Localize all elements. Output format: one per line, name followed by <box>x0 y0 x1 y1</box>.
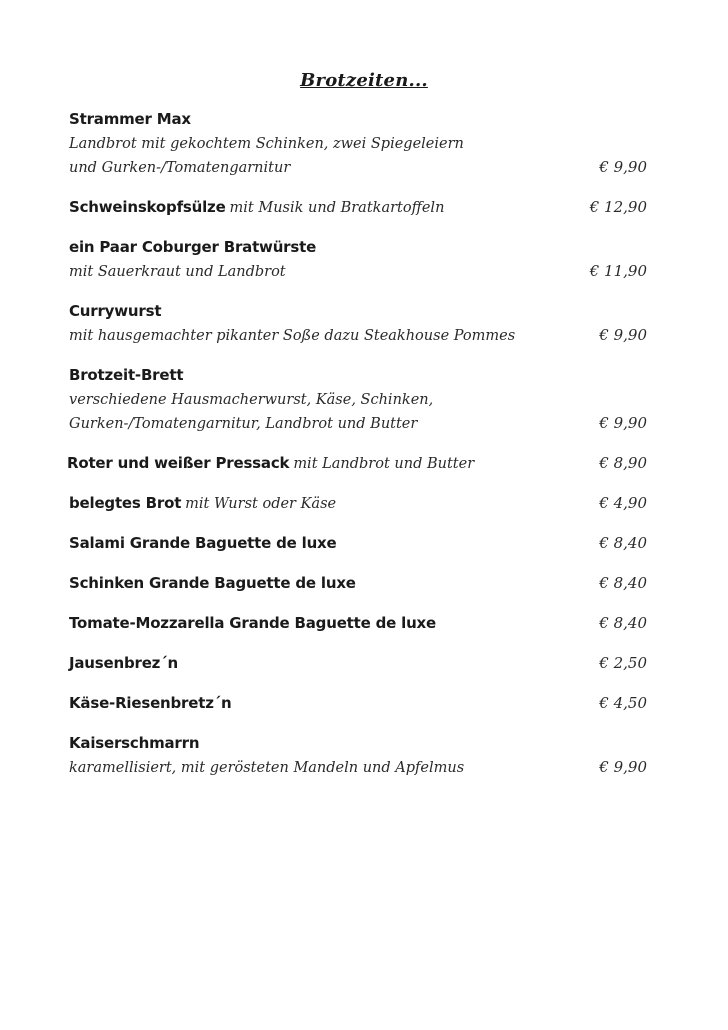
item-name: Salami Grande Baguette de luxe <box>69 534 337 552</box>
item-name: Jausenbrez´n <box>69 654 178 672</box>
item-price: € 8,90 <box>599 454 647 472</box>
menu-item-kaese-riesenbretzn <box>69 691 659 715</box>
item-price: € 8,40 <box>599 614 647 632</box>
menu-item-pressack <box>69 451 659 475</box>
item-name: Käse-Riesenbretz´n <box>69 694 232 712</box>
item-name: belegtes Brot <box>69 494 182 512</box>
item-name: Schinken Grande Baguette de luxe <box>69 574 356 592</box>
item-name: Schweinskopfsülze <box>69 198 226 216</box>
item-description: mit Sauerkraut und Landbrot <box>69 264 286 280</box>
item-price: € 9,90 <box>599 158 647 176</box>
item-name: Currywurst <box>69 302 162 320</box>
menu-item-tomate-mozzarella-baguette <box>69 611 659 635</box>
item-description: Gurken-/Tomatengarnitur, Landbrot und Butter <box>69 416 418 432</box>
menu-list <box>69 107 659 795</box>
menu-item-belegtes-brot <box>69 491 659 515</box>
item-description: mit Landbrot und Butter <box>293 456 475 472</box>
item-name: Brotzeit-Brett <box>69 366 184 384</box>
item-price: € 4,90 <box>599 494 647 512</box>
item-price: € 4,50 <box>599 694 647 712</box>
item-price: € 11,90 <box>589 262 647 280</box>
menu-item-currywurst <box>69 299 659 347</box>
menu-item-coburger-bratwuerste <box>69 235 659 283</box>
page-title: Brotzeiten... <box>300 70 428 91</box>
menu-item-schinken-baguette <box>69 571 659 595</box>
item-price: € 12,90 <box>589 198 647 216</box>
menu-item-salami-baguette <box>69 531 659 555</box>
item-description: und Gurken-/Tomatengarnitur <box>69 160 291 176</box>
item-description: verschiedene Hausmacherwurst, Käse, Schinken, <box>69 392 434 408</box>
menu-item-schweinskopfsuelze <box>69 195 659 219</box>
item-price: € 9,90 <box>599 326 647 344</box>
item-price: € 9,90 <box>599 414 647 432</box>
item-name: ein Paar Coburger Bratwürste <box>69 238 317 256</box>
item-description: mit hausgemachter pikanter Soße dazu Steakhouse Pommes <box>69 328 516 344</box>
item-name: Strammer Max <box>69 110 191 128</box>
item-name: Kaiserschmarrn <box>69 734 200 752</box>
item-price: € 9,90 <box>599 758 647 776</box>
item-description: mit Musik und Bratkartoffeln <box>229 200 445 216</box>
item-price: € 8,40 <box>599 574 647 592</box>
item-price: € 2,50 <box>599 654 647 672</box>
item-description: Landbrot mit gekochtem Schinken, zwei Spiegeleiern <box>69 136 464 152</box>
menu-item-kaiserschmarrn <box>69 731 659 779</box>
item-name: Roter und weißer Pressack <box>67 454 290 472</box>
item-description: mit Wurst oder Käse <box>185 496 337 512</box>
menu-item-strammer-max <box>69 107 659 179</box>
item-description: karamellisiert, mit gerösteten Mandeln und Apfelmus <box>69 760 465 776</box>
item-name: Tomate-Mozzarella Grande Baguette de luxe <box>69 614 437 632</box>
item-price: € 8,40 <box>599 534 647 552</box>
menu-item-brotzeit-brett <box>69 363 659 435</box>
menu-item-jausenbrezn <box>69 651 659 675</box>
